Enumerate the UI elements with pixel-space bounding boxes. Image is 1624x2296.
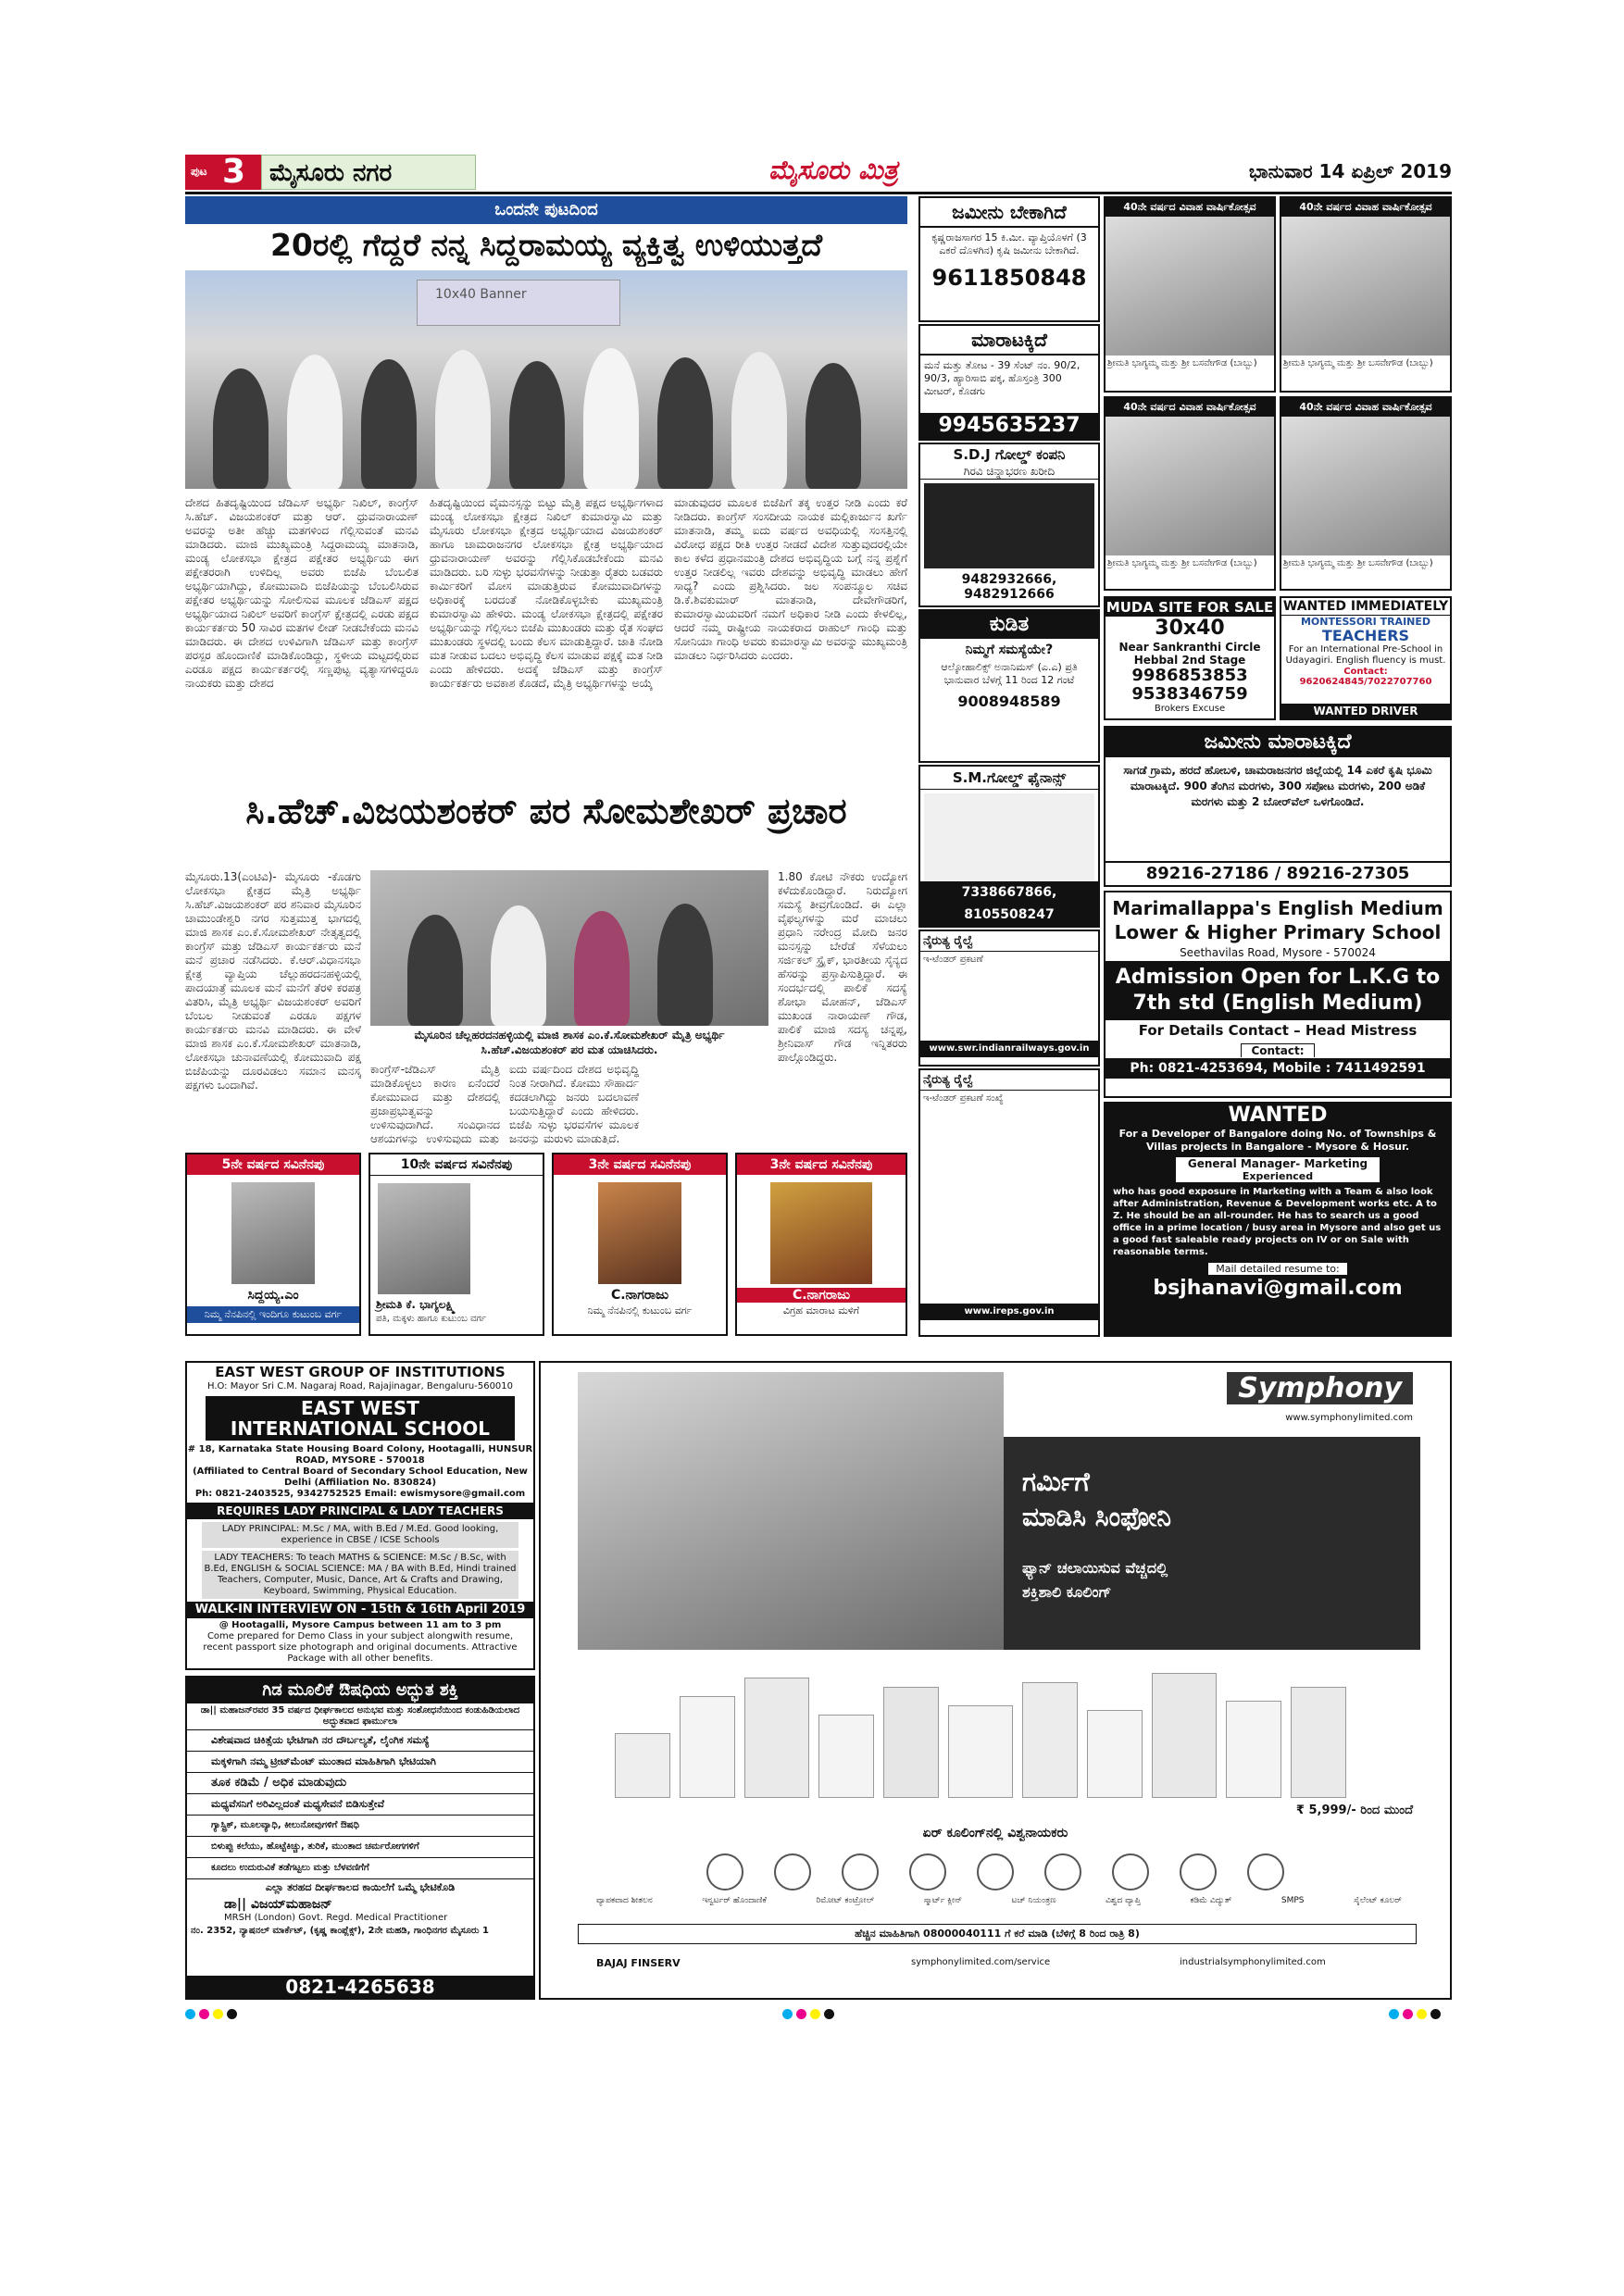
- memorial-footer: ಪತಿ, ಮಕ್ಕಳು ಹಾಗೂ ಕುಟುಂಬ ವರ್ಗ: [376, 1314, 487, 1324]
- ew-address: # 18, Karnataka State Housing Board Colony, Hootagalli, HUNSUR ROAD, MYSORE - 570018: [187, 1444, 533, 1466]
- land-sale-phone: 89216-27186 / 89216-27305: [1106, 861, 1450, 885]
- page-number: 3: [222, 153, 246, 191]
- campaign-photo-caption: ಮೈಸೂರಿನ ಚೆಲ್ಲಹರದನಹಳ್ಳಿಯಲ್ಲಿ ಮಾಜಿ ಶಾಸಕ ಎಂ.ಕೆ.ಸೋಮಶೇಖರ್ ಮೈತ್ರಿ ಅಭ್ಯರ್ಥಿ ಸಿ.ಹೆಚ್.ವಿಜಯಶಂಕರ್ ಪರ ಮತ ಯಾಚಿಸಿದರು.: [414, 1029, 725, 1056]
- teachers-body: For an International Pre-School in Udayagiri. English fluency is must.: [1285, 644, 1446, 666]
- cooler-unit: [744, 1678, 809, 1798]
- registration-marks: [782, 2005, 838, 2023]
- campaign-photo: [370, 870, 768, 1026]
- muda-site-size: 30x40: [1155, 617, 1225, 640]
- gold-finance-title: S.M.ಗೋಲ್ಡ್ ಫೈನಾನ್ಸ್: [920, 767, 1098, 790]
- banner-text: 10x40 Banner: [435, 287, 527, 302]
- memorial-footer: ವಿಗ್ರಹ ಮಾರಾಟ ಮಳಿಗೆ: [782, 1304, 860, 1316]
- wanted-body: who has good exposure in Marketing with a Team & also look after Administration, Revenue & Development works etc. A to Z. He should be an all-rounder. He has to search us a good office in a prime location / busy area in Mysore and also get us a good fast saleable ready projects on IV or on Sale with reasonable terms.: [1113, 1187, 1442, 1257]
- couple-photo: [1106, 217, 1274, 356]
- cooler-unit: [1087, 1710, 1143, 1798]
- muda-site-ad: [1104, 596, 1276, 720]
- herbal-row: ಬಿಳುಪ್ಪು ಕಲೆಯು, ಹೊಟ್ಟೆಕಿಚ್ಚು, ತುರಿಕೆ, ಮುಂತಾದ ಚರ್ಮರೋಗಗಳಿಗೆ: [187, 1836, 533, 1857]
- touch-icon: [977, 1853, 1014, 1890]
- anniversary-caption: ಶ್ರೀಮತಿ ಭಾಗ್ಯಮ್ಮ ಮತ್ತು ಶ್ರೀ ಬಸವೇಗೌಡ (ಬಾಬ್ಬು): [1107, 358, 1257, 368]
- portrait-photo: [770, 1182, 872, 1284]
- crowd-figure: [806, 363, 861, 489]
- cooler-unit: [1291, 1687, 1346, 1798]
- memorial-title: 10ನೇ ವರ್ಷದ ಸವಿನೆನಪು: [370, 1154, 543, 1176]
- fan-icon: [706, 1853, 743, 1890]
- crowd-figure: [731, 352, 787, 489]
- crowd-figure: [287, 355, 343, 489]
- portrait-photo: [598, 1182, 681, 1284]
- land-sale-body: ಸಾಗಡೆ ಗ್ರಾಮ, ಹರದೆ ಹೋಬಳಿ, ಚಾಮರಾಜನಗರ ಜಿಲ್ಲೆಯಲ್ಲಿ 14 ಎಕರೆ ಕೃಷಿ ಭೂಮಿ ಮಾರಾಟಕ್ಕಿದೆ. 900 ತೆಂಗಿನ ಮರಗಳು, 300 ಸಪೋಟ ಮರಗಳು, 200 ಅಡಿಕೆ ಮರಗಳು ಮತ್ತು 2 ಬೋರ್‌ವೆಲ್ ಒಳಗೊಂಡಿದೆ.: [1123, 764, 1432, 808]
- ew-principal: LADY PRINCIPAL: M.Sc / MA, with B.Ed / M.Ed. Good looking, experience in CBSE / ICSE Schools: [202, 1522, 518, 1548]
- muda-site-title: MUDA SITE FOR SALE: [1106, 599, 1274, 616]
- symphony-sub-2: ಶಕ್ತಿಶಾಲಿ ಕೂಲಿಂಗ್: [1022, 1583, 1112, 1601]
- globe-icon: [1044, 1853, 1081, 1890]
- anniversary-caption: ಶ್ರೀಮತಿ ಭಾಗ್ಯಮ್ಮ ಮತ್ತು ಶ್ರೀ ಬಸವೇಗೌಡ (ಬಾಬ್ಬು): [1283, 558, 1433, 568]
- yellow-dot: [810, 2009, 820, 2019]
- symphony-leader: ಏರ್ ಕೂಲಿಂಗ್‌ನಲ್ಲಿ ವಿಶ್ವನಾಯಕರು: [922, 1826, 1068, 1841]
- symphony-cooler-ad: [539, 1361, 1452, 2000]
- wanted-role-box: [1176, 1157, 1380, 1182]
- clean-icon: [909, 1853, 946, 1890]
- for-sale-phone: 9945635237: [920, 413, 1098, 439]
- school-admission-band: [1106, 961, 1450, 1020]
- lead-story: [185, 196, 907, 796]
- herbal-row: ಮಧ್ಯವೆಸನಿಗೆ ಅರಿವಿಲ್ಲದಂತೆ ಮಧ್ಯಸೇವನೆ ಬಿಡಿಸುತ್ತೇವೆ: [187, 1793, 533, 1815]
- registration-marks: [185, 2005, 241, 2023]
- railway-web: www.ireps.gov.in: [920, 1304, 1098, 1320]
- lead-headline: 20ರಲ್ಲಿ ಗೆದ್ದರೆ ನನ್ನ ಸಿದ್ದರಾಮಯ್ಯ ವ್ಯಕ್ತಿತ್ವ ಉಳಿಯುತ್ತದೆ: [269, 227, 823, 263]
- cyan-dot: [782, 2009, 793, 2019]
- herbal-degree: MRSH (London) Govt. Regd. Medical Practitioner: [224, 1913, 448, 1923]
- memorial-strip: [185, 1153, 907, 1338]
- registration-marks: [1389, 2005, 1444, 2023]
- school-contact-label: Contact:: [1241, 1043, 1314, 1057]
- memorial-title: 3ನೇ ವರ್ಷದ ಸವಿನೆನಪು: [737, 1154, 906, 1175]
- cooler-unit: [1152, 1673, 1217, 1798]
- couple-photo: [1281, 217, 1450, 356]
- cooler-unit: [1226, 1701, 1281, 1798]
- gold-company-panel: [924, 483, 1094, 568]
- cooler-unit: [948, 1705, 1013, 1798]
- symphony-logo: Symphony: [1227, 1372, 1413, 1404]
- lead-column-3: ಮಾಡುವುದರ ಮೂಲಕ ಬಿಜೆಪಿಗೆ ತಕ್ಕ ಉತ್ತರ ನೀಡಿ ಎಂದು ಕರೆ ನೀಡಿದರು. ಕಾಂಗ್ರೆಸ್ ಸಂಸದೀಯ ನಾಯಕ ಮಲ್ಲಿಕಾರ್ಜುನ ಖರ್ಗೆ ಮಾತನಾಡಿ, ತಮ್ಮ ಐದು ವರ್ಷದ ಅವಧಿಯಲ್ಲಿ ಸಂಸತ್ತಿನಲ್ಲಿ ವಿರೋಧ ಪಕ್ಷದ ರೀತಿ ಉತ್ತರ ನೀಡದೆ ವಿದೇಶ ಸುತ್ತುವುದರಲ್ಲಿಯೇ ಕಾಲ ಕಳೆದ ಪ್ರಧಾನಮಂತ್ರಿ ದೇಶದ ಅಭಿವೃದ್ಧಿಯ ಬಗ್ಗೆ ನನ್ನ ಪ್ರಶ್ನೆಗೆ ಉತ್ತರ ನೀಡಲಿಲ್ಲ ಇವರು ದೇಶವನ್ನು ಅಭಿವೃದ್ಧಿ ಮಾಡಲು ಹೇಗೆ ಸಾಧ್ಯ? ಎಂದು ಪ್ರಶ್ನಿಸಿದರು. ಜಲ ಸಂಪನ್ಮೂಲ ಸಚಿವ ಡಿ.ಕೆ.ಶಿವಕುಮಾರ್ ಮಾತನಾಡಿ, ದೇವೇಗೌಡರಿಗೆ, ಕುಮಾರಸ್ವಾಮಿಯವರಿಗೆ ನಮಗೆ ಅಧಿಕಾರ ನೀಡಿ ಎಂದು ಕೇಳಲಿಲ್ಲ, ಆದರೆ ನಮ್ಮ ರಾಷ್ಟ್ರೀಯ ನಾಯಕರಾದ ರಾಹುಲ್ ಗಾಂಧಿ ಮತ್ತು ಸೋನಿಯಾ ಗಾಂಧಿ ಅವರು ಕುಮಾರಸ್ವಾಮಿ ಅವರನ್ನು ಮುಖ್ಯಮಂತ್ರಿ ಮಾಡಲು ನಿರ್ಧರಿಸಿದರು ಎಂದರು.: [674, 496, 907, 662]
- wanted-gm-ad: [1104, 1102, 1452, 1337]
- alcohol-help-body: ಆಲ್ಕೋಹಾಲಿಕ್ಸ್ ಅನಾನಿಮಸ್ (ಎ.ಎ) ಪ್ರತಿ ಭಾನುವಾರ ಬೆಳಗ್ಗೆ 11 ರಿಂದ 12 ಗಂಟೆ: [941, 661, 1078, 686]
- story-two-column-1: ಮೈಸೂರು.13(ಎಂಟಿವಿ)- ಮೈಸೂರು -ಕೊಡಗು ಲೋಕಸಭಾ ಕ್ಷೇತ್ರದ ಮೈತ್ರಿ ಅಭ್ಯರ್ಥಿ ಸಿ.ಹೆಚ್.ವಿಜಯಶಂಕರ್ ಪರ ಶನಿವಾರ ಮೈಸೂರಿನ ಚಾಮುಂಡೇಶ್ವರಿ ನಗರ ಸುತ್ತಮುತ್ತ ಭಾಗದಲ್ಲಿ ಮಾಜಿ ಶಾಸಕ ಎಂ.ಕೆ.ಸೋಮಶೇಖರ್ ನೇತೃತ್ವದಲ್ಲಿ ಕಾಂಗ್ರೆಸ್ ಮತ್ತು ಜೆಡಿಎಸ್ ಕಾರ್ಯಕರ್ತರು ಮನೆ ಮನೆ ಪ್ರಚಾರ ನಡೆಸಿದರು. ಕೆ.ಆರ್.ವಿಧಾನಸಭಾ ಕ್ಷೇತ್ರ ವ್ಯಾಪ್ತಿಯ ಚೆಲ್ಲುಹರದನಹಳ್ಳಿಯಲ್ಲಿ ಪಾದಯಾತ್ರೆ ಮೂಲಕ ಮನೆ ಮನೆಗೆ ತೆರಳಿ ಕರಪತ್ರ ವಿತರಿಸಿ, ಮೈತ್ರಿ ಅಭ್ಯರ್ಥಿ ವಿಜಯಶಂಕರ್ ಅವರಿಗೆ ಬೆಂಬಲ ನೀಡುವಂತೆ ಎರಡೂ ಪಕ್ಷಗಳ ಕಾರ್ಯಕರ್ತರು ಮನವಿ ಮಾಡಿದರು. ಈ ವೇಳೆ ಮಾಜಿ ಶಾಸಕ ಎಂ.ಕೆ.ಸೋಮಶೇಖರ್ ಮಾತನಾಡಿ, ಲೋಕಸಭಾ ಚುನಾವಣೆಯಲ್ಲಿ ಕೋಮುವಾದಿ ಪಕ್ಷ ಬಿಜೆಪಿಯನ್ನು ದೂರವಿಡಲು ಸಮಾನ ಮನಸ್ಕ ಪಕ್ಷಗಳು ಒಂದಾಗಿವೆ.: [185, 870, 361, 1092]
- herbal-row: ಮಕ್ಕಳಿಗಾಗಿ ನಮ್ಮ ಟ್ರೀಟ್‌ಮೆಂಟ್ ಮುಂತಾದ ಮಾಹಿತಿಗಾಗಿ ಭೇಟಿಯಾಗಿ: [187, 1751, 533, 1772]
- crowd-figure: [407, 915, 463, 1026]
- memorial-ad: [369, 1153, 544, 1336]
- for-sale-body: ಮನೆ ಮತ್ತು ತೋಟ - 39 ಸೆಂಟ್ ನಂ. 90/2, 90/3, ಹ್ಯಾರಿಸಾಬಿ ಪಕ್ಕ, ಹೊಸ್ತಂತ್ರಿ 300 ಮೀಟರ್, ಕೊಡಗು: [924, 359, 1081, 397]
- alcohol-help-phone: 9008948589: [957, 693, 1061, 710]
- memorial-ad: [735, 1153, 907, 1336]
- smps-icon: [1180, 1853, 1217, 1890]
- ew-phone: Ph: 0821-2403525, 9342752525 Email: ewismysore@gmail.com: [194, 1489, 526, 1499]
- story-two-column-4: 1.80 ಕೋಟಿ ನೌಕರು ಉದ್ಯೋಗ ಕಳೆದುಕೊಂಡಿದ್ದಾರೆ. ನಿರುದ್ಯೋಗ ಸಮಸ್ಯೆ ತೀವ್ರಗೊಂಡಿದೆ. ಈ ಎಲ್ಲಾ ವೈಫಲ್ಯಗಳನ್ನು ಮರೆ ಮಾಚಲು ಪ್ರಧಾನಿ ನರೇಂದ್ರ ಮೋದಿ ಜನರ ಮನಸ್ಸನ್ನು ಬೇರೆಡೆ ಸೆಳೆಯಲು ಸರ್ಜಿಕಲ್ ಸ್ಟ್ರೈಕ್, ಭಾರತೀಯ ಸೈನ್ಯದ ಹೆಸರನ್ನು ಪ್ರಸ್ತಾಪಿಸುತ್ತಿದ್ದಾರೆ. ಈ ಸಂದರ್ಭದಲ್ಲಿ ಪಾಲಿಕೆ ಸದಸ್ಯೆ ಶೋಭಾ ಮೋಹನ್, ಜೆಡಿಎಸ್ ಮುಖಂಡ ನಾರಾಯಣ್ ಗೌಡ, ಪಾಲಿಕೆ ಮಾಜಿ ಸದಸ್ಯ ಚನ್ನಪ್ಪ, ಶ್ರೀನಿವಾಸ್ ಗೌಡ ಇನ್ನಿತರರು ಪಾಲ್ಗೊಂಡಿದ್ದರು.: [778, 870, 907, 1064]
- feature-label: SMPS: [1280, 1896, 1305, 1905]
- story-two: [185, 785, 907, 1148]
- symphony-head-1: ಗರ್ಮಿಗೆ: [1022, 1466, 1090, 1497]
- railway-title: ನೈರುತ್ಯ ರೈಲ್ವೆ: [920, 931, 1098, 952]
- feature-label: ವ್ಯಾಪಕವಾದ ಶೀತಲನ: [596, 1896, 653, 1905]
- silent-icon: [1247, 1853, 1284, 1890]
- feature-label: ವಿಶ್ವದ ವ್ಯಾಪ್ತಿ: [1106, 1896, 1141, 1905]
- crowd-figure: [509, 361, 565, 489]
- school-contact: For Details Contact – Head Mistress: [1138, 1022, 1418, 1039]
- land-sale-ad: [1104, 726, 1452, 887]
- lead-column-1: ದೇಶದ ಹಿತದೃಷ್ಟಿಯಿಂದ ಜೆಡಿಎಸ್ ಅಭ್ಯರ್ಥಿ ನಿಖಿಲ್, ಕಾಂಗ್ರೆಸ್ ಸಿ.ಹೆಚ್. ವಿಜಯಶಂಕರ್ ಮತ್ತು ಆರ್. ಧ್ರುವನಾರಾಯಣ್ ಅವರನ್ನು ಅತೀ ಹೆಚ್ಚು ಮತಗಳಿಂದ ಗೆಲ್ಲಿಸುವಂತೆ ಮನವಿ ಮಾಡಿದರು. ಮಾಜಿ ಮುಖ್ಯಮಂತ್ರಿ ಸಿದ್ದರಾಮಯ್ಯ ಮಾತನಾಡಿ, ಮಂಡ್ಯ ಲೋಕಸಭಾ ಕ್ಷೇತ್ರದ ಪಕ್ಷೇತರ ಅಭ್ಯರ್ಥಿಯ ಈಗ ಪಕ್ಷೇತರರಾಗಿ ಉಳಿದಿಲ್ಲ ಅವರು ಬಿಜೆಪಿ ಬೆಂಬಲಿತ ಅಭ್ಯರ್ಥಿಯಾಗಿದ್ದು, ಕೋಮುವಾದಿ ಬಿಜೆಪಿಯನ್ನು ಬೆಂಬಲಿಸಿರುವ ಪಕ್ಷೇತರ ಅಭ್ಯರ್ಥಿಯನ್ನು ಸೋಲಿಸುವ ಮೂಲಕ ಜೆಡಿಎಸ್ ಪಕ್ಷದ ಅಭ್ಯರ್ಥಿಯಾದ ನಿಖಿಲ್ ಅವರಿಗೆ ಕಾಂಗ್ರೆಸ್ ಕ್ಷೇತ್ರದಲ್ಲಿ ಎರಡು ಪಕ್ಷದ ಕಾರ್ಯಕರ್ತರು 50 ಸಾವಿರ ಮತಗಳ ಲೀಡ್ ನೀಡಬೇಕೆಂದು ಮನವಿ ಮಾಡಿದರು. ಈ ದೇಶದ ಉಳಿವಿಗಾಗಿ ಜೆಡಿಎಸ್ ಮತ್ತು ಕಾಂಗ್ರೆಸ್ ಪರಸ್ಪರ ಹೊಂದಾಣಿಕೆ ಮಾಡಿಕೊಂಡಿದ್ದು, ಸ್ಥಳೀಯ ಮಟ್ಟದಲ್ಲಿರುವ ಎರಡೂ ಪಕ್ಷದ ಕಾರ್ಯಕರ್ತರಲ್ಲಿ ಸಣ್ಣಪುಟ್ಟ ವ್ಯತ್ಯಾಸಗಳಿದ್ದರೂ ನಾಯಕರು ಮತ್ತು ದೇಶದ: [185, 496, 418, 690]
- ew-footer: Come prepared for Demo Class in your subject alongwith resume, recent passport size photograph and original documents. Attractive Package with all other benefits.: [203, 1631, 518, 1664]
- crowd-figure: [435, 350, 491, 489]
- land-wanted-body: ಕೃಷ್ಣರಾಜಸಾಗರ 15 ಕಿ.ಮೀ. ವ್ಯಾಪ್ತಿಯೊಳಗೆ (3 ಎಕರೆ ದೊಳಗಿನ) ಕೃಷಿ ಜಮೀನು ಬೇಕಾಗಿದೆ.: [931, 231, 1087, 256]
- land-wanted-title: ಜಮೀನು ಬೇಕಾಗಿದೆ: [920, 198, 1098, 228]
- symphony-partner: BAJAJ FINSERV: [596, 1957, 681, 1969]
- section-label: ಮೈಸೂರು ನಗರ: [269, 159, 393, 187]
- gold-company-phone: 9482932666, 9482912666: [961, 572, 1057, 602]
- memorial-ad: [552, 1153, 728, 1336]
- story-two-column-3: ಐದು ವರ್ಷದಿಂದ ದೇಶದ ಅಭಿವೃದ್ಧಿ ನಿಂತ ನೀರಾಗಿದೆ. ಕೋಮು ಸೌಹಾರ್ದ ಕದಡಲಾಗಿದ್ದು ಜನರು ಬದಲಾವಣೆ ಬಯಸುತ್ತಿದ್ದಾರೆ ಎಂದು ಹೇಳಿದರು. ಬಿಜೆಪಿ ಸುಳ್ಳು ಭರವಸೆಗಳ ಮೂಲಕ ಜನರನ್ನು ಮರುಳು ಮಾಡುತ್ತಿದೆ.: [509, 1063, 639, 1144]
- anniversary-ad: [1280, 196, 1452, 393]
- crowd-figure: [213, 368, 269, 489]
- wanted-mail-label: Mail detailed resume to:: [1208, 1263, 1346, 1275]
- kicker: ಒಂದನೇ ಪುಟದಿಂದ: [185, 196, 907, 224]
- wanted-role-1: General Manager- Marketing: [1187, 1157, 1368, 1170]
- school-title-1: Marimallappa's English Medium: [1112, 897, 1443, 919]
- black-dot: [824, 2009, 834, 2019]
- gold-company-sub: ಗಿರವಿ ಚಿನ್ನಾಭರಣ ಖರೀದಿ: [920, 465, 1098, 480]
- railway-title: ನೈರುತ್ಯ ರೈಲ್ವೆ: [920, 1070, 1098, 1091]
- feature-label: ಇನ್ವರ್ಟರ್ ಹೊಂದಾಣಿಕೆ: [702, 1896, 767, 1905]
- anniversary-title: 40ನೇ ವರ್ಷದ ವಿವಾಹ ವಾರ್ಷಿಕೋತ್ಸವ: [1281, 198, 1450, 217]
- herbal-address: ನಂ. 2352, ನ್ಯಾಷನಲ್ ಮಾರ್ಕೆಟ್, (ಕೃಷ್ಣ ಕಾಂಪ್ಲೆಕ್ಸ್), 2ನೇ ಮಹಡಿ, ಗಾಂಧಿನಗರ ಮೈಸೂರು 1: [191, 1926, 489, 1936]
- magenta-dot: [199, 2009, 209, 2019]
- teachers-title: WANTED IMMEDIATELY: [1282, 599, 1449, 614]
- anniversary-title: 40ನೇ ವರ್ಷದ ವಿವಾಹ ವಾರ್ಷಿಕೋತ್ಸವ: [1281, 398, 1450, 417]
- ew-name-1: EAST WEST: [301, 1397, 419, 1419]
- story-two-headline: ಸಿ.ಹೆಚ್.ವಿಜಯಶಂಕರ್ ಪರ ಸೋಮಶೇಖರ್ ಪ್ರಚಾರ: [245, 791, 847, 831]
- inverter-icon: [774, 1853, 811, 1890]
- ew-head-office: H.O: Mayor Sri C.M. Nagaraj Road, Rajajinagar, Bengaluru-560010: [206, 1381, 514, 1391]
- crowd-figure: [491, 905, 546, 1026]
- herbal-doctor: ಡಾ|| ವಿಜಯ್‌ಮಹಾಜನ್: [224, 1897, 332, 1912]
- ew-requirement: REQUIRES LADY PRINCIPAL & LADY TEACHERS: [187, 1503, 533, 1519]
- railway-tender-ad: [918, 930, 1100, 1067]
- couple-photo: [1106, 417, 1274, 555]
- memorial-footer: ನಿಮ್ಮ ನೆನಪಿನಲ್ಲಿ ಕುಟುಂಬ ವರ್ಗ: [587, 1304, 693, 1316]
- crowd-figure: [657, 904, 713, 1026]
- teachers-sub: MONTESSORI TRAINED: [1300, 616, 1431, 628]
- crowd-figure: [361, 359, 417, 489]
- admission-line-2: 7th std (English Medium): [1132, 992, 1423, 1015]
- herbal-row: ವಿಶೇಷವಾದ ಚಿಕಿತ್ಸೆಯ ಭೇಟಿಗಾಗಿ ನರ ದೌರ್ಬಲ್ಯತೆ, ಲೈಂಗಿಕ ಸಮಸ್ಯೆ: [187, 1729, 533, 1751]
- admission-line-1: Admission Open for L.K.G to: [1115, 966, 1441, 989]
- teachers-big: TEACHERS: [1321, 627, 1410, 644]
- page-header: [185, 155, 1452, 192]
- masthead: ಮೈಸೂರು ಮಿತ್ರ: [768, 155, 898, 185]
- anniversary-ad: [1104, 396, 1276, 591]
- cyan-dot: [1389, 2009, 1399, 2019]
- school-phones: Ph: 0821-4253694, Mobile : 7411492591: [1106, 1058, 1450, 1079]
- header-rule: [185, 192, 1452, 194]
- anniversary-ad: [1280, 396, 1452, 591]
- symphony-helpline: ಹೆಚ್ಚಿನ ಮಾಹಿತಿಗಾಗಿ 08000040111 ಗೆ ಕರೆ ಮಾಡಿ (ಬೆಳಿಗ್ಗೆ 8 ರಿಂದ ರಾತ್ರಿ 8): [578, 1924, 1417, 1944]
- ew-walkin: WALK-IN INTERVIEW ON - 15th & 16th April 2019: [187, 1602, 533, 1618]
- muda-site-phone2: 9538346759: [1131, 684, 1248, 704]
- symphony-service[interactable]: symphonylimited.com/service: [911, 1957, 1051, 1967]
- herbal-row: ತೂಕ ಕಡಿಮೆ / ಅಧಿಕ ಮಾಡುವುದು: [187, 1772, 533, 1793]
- feature-icons: [541, 1853, 1450, 1890]
- anniversary-title: 40ನೇ ವರ್ಷದ ವಿವಾಹ ವಾರ್ಷಿಕೋತ್ಸವ: [1106, 198, 1274, 217]
- yellow-dot: [213, 2009, 223, 2019]
- railway-web: www.swr.indianrailways.gov.in: [920, 1041, 1098, 1057]
- herbal-medicine-ad: [185, 1676, 535, 2000]
- herbal-title: ಗಿಡ ಮೂಲಿಕೆ ಔಷಧಿಯ ಅದ್ಭುತ ಶಕ್ತಿ: [187, 1678, 533, 1703]
- memorial-ad: [185, 1153, 361, 1336]
- school-title-2: Lower & Higher Primary School: [1114, 921, 1442, 943]
- muda-site-line1: Near Sankranthi Circle: [1118, 641, 1261, 654]
- ew-group: EAST WEST GROUP OF INSTITUTIONS: [215, 1364, 506, 1380]
- land-wanted-phone: 9611850848: [931, 265, 1087, 291]
- rally-photo: [185, 270, 907, 489]
- ew-venue: @ Hootagalli, Mysore Campus between 11 am to 3 pm: [219, 1620, 502, 1630]
- anniversary-caption: ಶ್ರೀಮತಿ ಭಾಗ್ಯಮ್ಮ ಮತ್ತು ಶ್ರೀ ಬಸವೇಗೌಡ (ಬಾಬ್ಬು): [1107, 558, 1257, 568]
- teachers-footer: WANTED DRIVER: [1281, 704, 1450, 718]
- page-tag: ಪುಟ: [191, 165, 207, 178]
- magenta-dot: [796, 2009, 806, 2019]
- ew-school-name: [206, 1396, 515, 1441]
- page-number-badge: [185, 155, 261, 190]
- cooler-lineup: [615, 1668, 1355, 1798]
- ew-name-2: INTERNATIONAL SCHOOL: [230, 1417, 491, 1440]
- for-sale-title: ಮಾರಾಟಕ್ಕಿದೆ: [920, 326, 1098, 356]
- gold-company-ad: [918, 443, 1100, 607]
- crowd-figure: [657, 357, 713, 489]
- portrait-photo: [231, 1182, 315, 1284]
- lead-column-2: ಹಿತದೃಷ್ಟಿಯಿಂದ ವೈಮನಸ್ಸನ್ನು ಬಿಟ್ಟು ಮೈತ್ರಿ ಪಕ್ಷದ ಅಭ್ಯರ್ಥಿಗಳಾದ ಮಂಡ್ಯ ಲೋಕಸಭಾ ಕ್ಷೇತ್ರದ ನಿಖಿಲ್ ಕುಮಾರಸ್ವಾಮಿ ಮತ್ತು ಮೈಸೂರು ಲೋಕಸಭಾ ಕ್ಷೇತ್ರದ ಅಭ್ಯರ್ಥಿಯಾದ ವಿಜಯಶಂಕರ್ ಹಾಗೂ ಚಾಮರಾಜನಗರ ಲೋಕಸಭಾ ಕ್ಷೇತ್ರ ಅಭ್ಯರ್ಥಿಯಾದ ಧ್ರುವನಾರಾಯಣ್ ಅವರನ್ನು ಗೆಲ್ಲಿಸಿಕೊಡಬೇಕೆಂದು ಮನವಿ ಮಾಡಿದರು. ಬರಿ ಸುಳ್ಳು ಭರವಸೆಗಳನ್ನು ನೀಡುತ್ತಾ ರೈತರು ಬಡವರು ಕಾರ್ಮಿಕರಿಗೆ ಮೋಸ ಮಾಡುತ್ತಿರುವ ಕೋಮುವಾದಿಗಳನ್ನು ಅಧಿಕಾರಕ್ಕೆ ಬರದಂತೆ ನೋಡಿಕೊಳ್ಳಬೇಕು ಮುಖ್ಯಮಂತ್ರಿ ಕುಮಾರಸ್ವಾಮಿ ಹೇಳಿರು. ಮಂಡ್ಯ ಲೋಕಸಭಾ ಕ್ಷೇತ್ರದಲ್ಲಿ ಪಕ್ಷೇತರ ಅಭ್ಯರ್ಥಿಯನ್ನು ಗೆಲ್ಲಿಸಲು ಬಿಜೆಪಿ ಮುಖಂಡರು ಮತ್ತು ರೈತ ಸಂಘದ ಮುಖಂಡರು ಸ್ಥಳದಲ್ಲಿ ಬಂದು ಕೆಲಸ ಮಾಡುತ್ತಿದ್ದಾರೆ. ಜಾತಿ ನೋಡಿ ಮತ ನೀಡುವ ಬದಲು ಅಭಿವೃದ್ಧಿ ಕೆಲಸ ಮಾಡುವ ಪಕ್ಷಕ್ಕೆ ಮತ ನೀಡಿ ಎಂದು ಹೇಳಿದರು. ಅದಕ್ಕೆ ಜೆಡಿಎಸ್ ಮತ್ತು ಕಾಂಗ್ರೆಸ್ ಕಾರ್ಯಕರ್ತರು ಅವಕಾಶ ಕೊಡದೆ, ಮೈತ್ರಿ ಅಭ್ಯರ್ಥಿಗಳನ್ನು ಅಯ್ಕೆ: [430, 496, 663, 690]
- yellow-dot: [1417, 2009, 1427, 2019]
- symphony-head-2: ಮಾಡಿಸಿ ಸಿಂಫೋನಿ: [1022, 1502, 1171, 1532]
- black-dot: [1430, 2009, 1441, 2019]
- muda-site-line2: Hebbal 2nd Stage: [1133, 654, 1246, 667]
- teachers-contact: Contact: 9620624845/7022707760: [1299, 667, 1432, 687]
- railway-body: ಇ-ಟೆಂಡರ್ ಪ್ರಕಟಣೆ: [923, 955, 983, 965]
- herbal-row: ಕೂದಲು ಉದುರುವಿಕೆ ತಡೆಗಟ್ಟಲು ಮತ್ತು ಬೆಳವಣಿಗೆಗೆ: [187, 1857, 533, 1878]
- black-dot: [227, 2009, 237, 2019]
- portrait-photo: [378, 1183, 470, 1294]
- symphony-price: ₹ 5,999/- ರಿಂದ ಮುಂದೆ: [1295, 1803, 1413, 1817]
- anniversary-ad: [1104, 196, 1276, 393]
- teachers-wanted-ad: [1280, 596, 1452, 720]
- cyan-dot: [185, 2009, 195, 2019]
- herbal-phone: 0821-4265638: [187, 1976, 533, 1998]
- remote-icon: [842, 1853, 879, 1890]
- kids-reading-photo: [578, 1372, 1004, 1650]
- symphony-dealer[interactable]: industrialsymphonylimited.com: [1180, 1957, 1326, 1967]
- wanted-sub: For a Developer of Bangalore doing No. of Townships & Villas projects in Bangalore - Mysore & Hosur.: [1118, 1128, 1437, 1153]
- crowd-figure: [574, 911, 630, 1026]
- magenta-dot: [1403, 2009, 1413, 2019]
- memorial-name: C.ನಾಗರಾಜು: [737, 1288, 906, 1303]
- herbal-sub: ಡಾ|| ಮಹಾಜನ್‌ರವರ 35 ವರ್ಷದ ಧೀರ್ಘಕಾಲದ ಅನುಭವ ಮತ್ತು ಸಂಶೋಧನೆಯಿಂದ ಕಂಡುಹಿಡಿಯಲಾದ ಅದ್ಭುತವಾದ ಫಾರ್ಮುಲಾ: [200, 1705, 520, 1727]
- east-west-school-ad: [185, 1361, 535, 1670]
- symphony-sub-1: ಫ್ಯಾನ್ ಚಲಾಯಿಸುವ ವೆಚ್ಚದಲ್ಲಿ: [1022, 1559, 1168, 1577]
- story-two-column-2: ಕಾಂಗ್ರೆಸ್-ಜೆಡಿಎಸ್ ಮೈತ್ರಿ ಮಾಡಿಕೊಳ್ಳಲು ಕಾರಣ ಏನೆಂದರೆ ಕೋಮುವಾದ ಮತ್ತು ದೇಶದಲ್ಲಿ ಪ್ರಜಾಪ್ರಭುತ್ವವನ್ನು ಉಳಿಸುವುದಾಗಿದೆ. ಸಂವಿಧಾನದ ಆಶಯಗಳನ್ನು ಉಳಿಸುವುದು ಮತ್ತು: [370, 1063, 500, 1144]
- school-address: Seethavilas Road, Mysore - 570024: [1180, 946, 1376, 959]
- school-admission-ad: [1104, 891, 1452, 1098]
- section-title: [261, 155, 476, 190]
- feature-label: ಸೈಲೆಂಟ್ ಕೂಲರ್: [1354, 1896, 1402, 1905]
- feature-label: ರಿಮೋಟ್ ಕಂಟ್ರೋಲ್: [816, 1896, 875, 1905]
- gold-finance-panel: [924, 793, 1094, 895]
- cooler-unit: [818, 1715, 874, 1798]
- memorial-title: 5ನೇ ವರ್ಷದ ಸವಿನೆನಪು: [187, 1154, 359, 1175]
- memorial-name: C.ನಾಗರಾಜು: [610, 1288, 669, 1303]
- land-wanted-ad: [918, 196, 1100, 322]
- memorial-title: 3ನೇ ವರ್ಷದ ಸವಿನೆನಪು: [554, 1154, 726, 1175]
- feature-label: ಕಡಿಮೆ ವಿದ್ಯುತ್: [1190, 1896, 1232, 1905]
- gold-finance-phone: 7338667866, 8105508247: [920, 881, 1098, 926]
- alcohol-help-title: ಕುಡಿತ: [920, 611, 1098, 639]
- cooler-unit: [615, 1733, 670, 1798]
- for-sale-ad: [918, 324, 1100, 441]
- memorial-footer: ನಿಮ್ಮ ನೆನಪಿನಲ್ಲಿ ಇಂದಿಗೂ ಕುಟುಂಬ ವರ್ಗ: [187, 1306, 359, 1323]
- crowd-figure: [583, 348, 639, 489]
- herbal-footer: ಎಲ್ಲಾ ತರಹದ ದೀರ್ಘಕಾಲದ ಕಾಯಿಲೆಗೆ ಒಮ್ಮೆ ಭೇಟಿಕೊಡಿ: [187, 1878, 533, 1896]
- ew-affiliation: (Affiliated to Central Board of Secondary School Education, New Delhi (Affiliation No. 830824): [193, 1466, 528, 1488]
- feature-label: ಟಚ್ ನಿಯಂತ್ರಣ: [1011, 1896, 1056, 1905]
- muda-site-footer: Brokers Excuse: [1154, 704, 1226, 714]
- railway-tender-ad: [918, 1068, 1100, 1337]
- gold-company-title: S.D.J ಗೋಲ್ಡ್ ಕಂಪನಿ: [953, 446, 1066, 463]
- railway-body: ಇ-ಟೆಂಡರ್ ಪ್ರಕಟಣೆ ಸಂಖ್ಯೆ: [923, 1093, 1004, 1104]
- alcohol-help-ad: [918, 609, 1100, 763]
- land-sale-title: ಜಮೀನು ಮಾರಾಟಕ್ಕಿದೆ: [1106, 728, 1450, 757]
- cooler-unit: [680, 1696, 735, 1798]
- cooler-unit: [883, 1687, 939, 1798]
- wanted-role-2: Experienced: [1242, 1170, 1314, 1182]
- gold-finance-ad: [918, 765, 1100, 928]
- muda-site-phone1: 9986853853: [1131, 666, 1248, 685]
- anniversary-title: 40ನೇ ವರ್ಷದ ವಿವಾಹ ವಾರ್ಷಿಕೋತ್ಸವ: [1106, 398, 1274, 417]
- power-icon: [1112, 1853, 1149, 1890]
- memorial-name: ಶ್ರೀಮತಿ ಕೆ. ಭಾಗ್ಯಲಕ್ಷ್ಮಿ: [376, 1298, 456, 1311]
- symphony-web: www.symphonylimited.com: [1285, 1413, 1413, 1423]
- ew-teachers: LADY TEACHERS: To teach MATHS & SCIENCE: M.Sc / B.Sc, with B.Ed, ENGLISH & SOCIAL SCIENCE: MA / BA with B.Ed, Hindi trained Teachers, Computer, Music, Dance, Art & Crafts and Drawing, Keyboard, Swimming, Physical Education.: [202, 1551, 518, 1599]
- feature-labels: [596, 1896, 1402, 1905]
- alcohol-help-sub: ನಿಮ್ಮಗೆ ಸಮಸ್ಯೆಯೇ?: [965, 643, 1054, 657]
- couple-photo: [1281, 417, 1450, 555]
- feature-label: ಸ್ಮಾರ್ಟ್ ಕ್ಲೀನ್: [923, 1896, 963, 1905]
- issue-date: ಭಾನುವಾರ 14 ಏಪ್ರಿಲ್ 2019: [1248, 160, 1452, 182]
- wanted-title: WANTED: [1228, 1104, 1328, 1127]
- anniversary-caption: ಶ್ರೀಮತಿ ಭಾಗ್ಯಮ್ಮ ಮತ್ತು ಶ್ರೀ ಬಸವೇಗೌಡ (ಬಾಬ್ಬು): [1283, 358, 1433, 368]
- cooler-unit: [1022, 1682, 1078, 1798]
- wanted-email[interactable]: bsjhanavi@gmail.com: [1153, 1277, 1403, 1300]
- herbal-row: ಗ್ಯಾಸ್ಟ್ರಿಕ್, ಮೂಲವ್ಯಾಧಿ, ಕೀಲುನೋವುಗಳಿಗೆ ಔಷಧಿ: [187, 1815, 533, 1836]
- memorial-name: ಸಿದ್ದಯ್ಯ.ಎಂ: [247, 1288, 299, 1303]
